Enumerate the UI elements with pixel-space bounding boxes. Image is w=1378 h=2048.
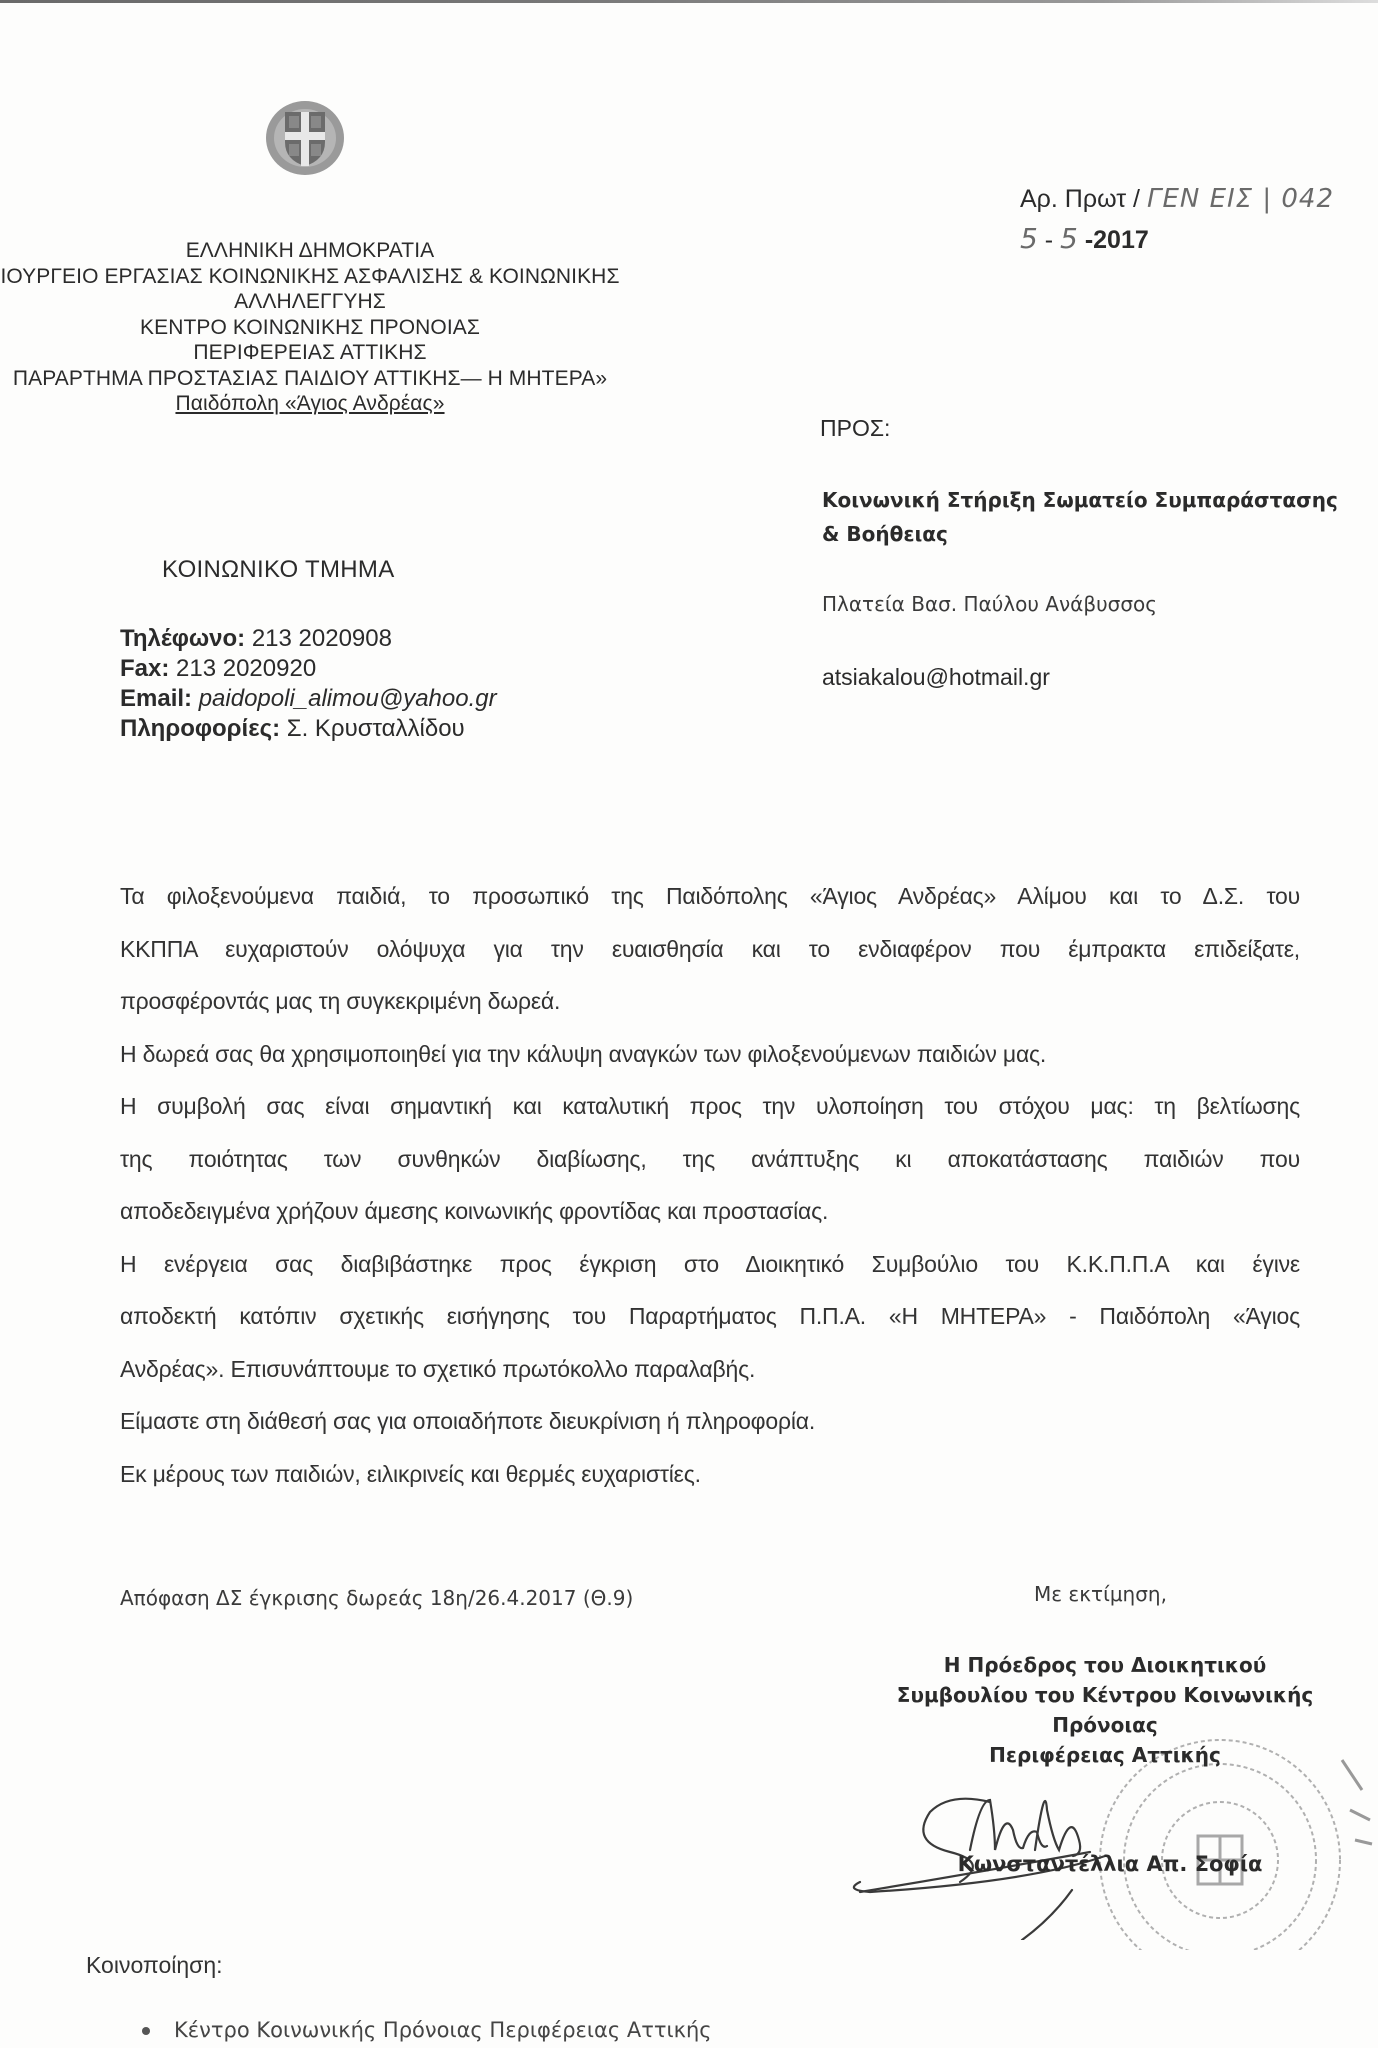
header-line: ΑΛΛΗΛΕΓΓΥΗΣ <box>234 290 386 313</box>
recipient-name-line: & Βοήθειας <box>822 522 948 546</box>
body-line: της ποιότητας των συνθηκών διαβίωσης, της ανάπτυξης κι αποκατάστασης παιδιών που <box>120 1145 1300 1172</box>
signatory-line: Συμβουλίου του Κέντρου Κοινωνικής <box>896 1683 1314 1707</box>
body-line: Ανδρέας». Επισυνάπτουμε το σχετικό πρωτόκολλο παραλαβής. <box>120 1355 756 1382</box>
signatory-line: Περιφέρειας Αττικής <box>989 1743 1221 1767</box>
cc-item-text: Κέντρο Κοινωνικής Πρόνοιας Περιφέρειας Αττικής <box>174 2018 712 2042</box>
body-line: Εκ μέρους των παιδιών, ειλικρινείς και θερμές ευχαριστίες. <box>120 1460 701 1487</box>
header-line: ΕΛΛΗΝΙΚΗ ΔΗΜΟΚΡΑΤΙΑ <box>185 239 435 262</box>
fax-label: Fax: <box>120 655 170 682</box>
recipient-name-line: Κοινωνική Στήριξη Σωματείο Συμπαράστασης <box>822 488 1338 512</box>
recipient-email: atsiakalou@hotmail.gr <box>822 664 1050 690</box>
info-value: Σ. Κρυσταλλίδου <box>280 715 465 742</box>
email-value: paidopoli_alimou@yahoo.gr <box>192 685 497 712</box>
phone-value: 213 2020908 <box>245 625 392 652</box>
date-year: -2017 <box>1077 226 1149 254</box>
recipient-to-label: ΠΡΟΣ: <box>820 415 891 441</box>
body-line: Τα φιλοξενούμενα παιδιά, το προσωπικό της Παιδόπολης «Άγιος Ανδρέας» Αλίμου και το Δ.Σ. του <box>120 883 1300 909</box>
body-line: προσφέροντάς μας τη συγκεκριμένη δωρεά. <box>120 988 561 1014</box>
body-line: Η δωρεά σας θα χρησιμοποιηθεί για την κάλυψη αναγκών των φιλοξενούμενων παιδιών μας. <box>120 1040 1047 1067</box>
info-label: Πληροφορίες: <box>120 715 281 742</box>
protocol-handwritten-number: ΓΕΝ ΕΙΣ | 042 <box>1146 184 1335 214</box>
protocol-date <box>1020 222 1149 255</box>
body-line: Η ενέργεια σας διαβιβάστηκε προς έγκριση στο Διοικητικό Συμβούλιο του Κ.Κ.Π.Π.Α και έγινε <box>120 1250 1300 1277</box>
info-row <box>120 714 497 744</box>
body-line: αποδεκτή κατόπιν σχετικής εισήγησης του Παραρτήματος Π.Π.Α. «Η ΜΗΤΕΡΑ» - Παιδόπολη «Άγιος <box>120 1303 1300 1329</box>
protocol-label: Αρ. Πρωτ / <box>1020 185 1140 213</box>
body-line: ΚΚΠΠΑ ευχαριστούν ολόψυχα για την ευαισθησία και το ενδιαφέρον που έμπρακτα επιδείξατε, <box>120 935 1300 962</box>
body-line: Η συμβολή σας είναι σημαντική και καταλυτική προς την υλοποίηση του στόχου μας: τη βελτίωσης <box>120 1093 1300 1119</box>
date-sep: - <box>1037 226 1061 254</box>
header-underlined-line: Παιδόπολη «Άγιος Ανδρέας» <box>175 392 445 415</box>
recipient-address: Πλατεία Βασ. Παύλου Ανάβυσσος <box>822 592 1158 616</box>
body-line: αποδεδειγμένα χρήζουν άμεσης κοινωνικής φροντίδας και προστασίας. <box>120 1198 829 1224</box>
signatory-line: Η Πρόεδρος του Διοικητικού <box>943 1653 1267 1677</box>
department-title: ΚΟΙΝΩΝΙΚΟ ΤΜΗΜΑ <box>162 556 395 583</box>
date-day: 5 <box>1020 222 1038 255</box>
issuer-header <box>0 238 660 417</box>
signer-name: Κωνσταντέλλια Απ. Σοφία <box>957 1852 1263 1876</box>
email-row <box>120 684 497 714</box>
date-month: 5 <box>1060 222 1078 255</box>
greek-coat-of-arms-icon <box>263 98 347 178</box>
recipient-name <box>822 483 1338 551</box>
signatory-title <box>870 1650 1340 1770</box>
bullet-icon <box>142 2027 150 2035</box>
body-line: Είμαστε στη διάθεσή σας για οποιαδήποτε διευκρίνιση ή πληροφορία. <box>120 1408 816 1434</box>
protocol-number <box>1020 184 1334 214</box>
email-label: Email: <box>120 685 193 712</box>
phone-row <box>120 624 497 654</box>
header-line: ΠΑΡΑΡΤΗΜΑ ΠΡΟΣΤΑΣΙΑΣ ΠΑΙΔΙΟΥ ΑΤΤΙΚΗΣ— Η ΜΗΤΕΡΑ» <box>12 366 608 390</box>
signatory-line: Πρόνοιας <box>1052 1713 1158 1737</box>
letter-body <box>120 870 1300 1500</box>
header-line: ΚΕΝΤΡΟ ΚΟΙΝΩΝΙΚΗΣ ΠΡΟΝΟΙΑΣ <box>140 315 480 339</box>
board-decision-reference: Απόφαση ΔΣ έγκρισης δωρεάς 18η/26.4.2017 (Θ.9) <box>120 1586 634 1610</box>
header-line: ΙΟΥΡΓΕΙΟ ΕΡΓΑΣΙΑΣ ΚΟΙΝΩΝΙΚΗΣ ΑΣΦΑΛΙΣΗΣ & ΚΟΙΝΩΝΙΚΗΣ <box>0 264 620 288</box>
header-line: ΠΕΡΙΦΕΡΕΙΑΣ ΑΤΤΙΚΗΣ <box>193 341 427 364</box>
fax-value: 213 2020920 <box>169 655 317 682</box>
page-top-edge <box>0 0 1378 3</box>
fax-row <box>120 654 497 684</box>
contact-info <box>120 624 497 744</box>
cc-label: Κοινοποίηση: <box>86 1952 223 1978</box>
cc-list-item <box>142 2018 712 2042</box>
closing-regards: Με εκτίμηση, <box>1034 1582 1167 1606</box>
phone-label: Τηλέφωνο: <box>120 625 246 652</box>
